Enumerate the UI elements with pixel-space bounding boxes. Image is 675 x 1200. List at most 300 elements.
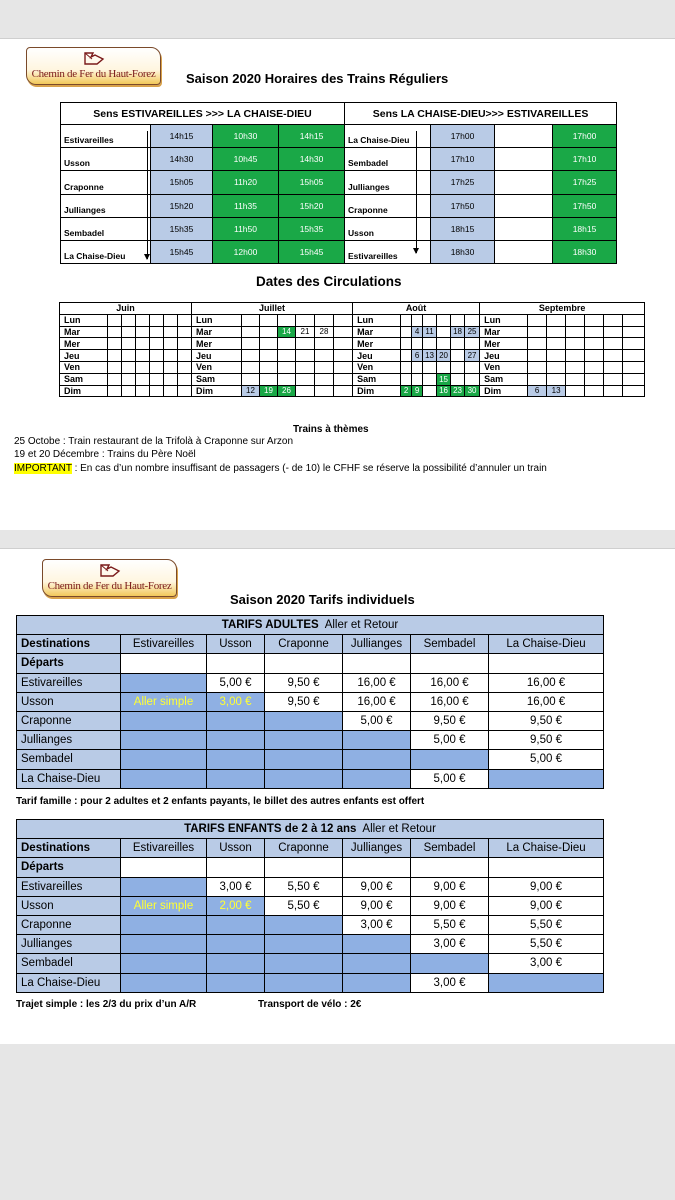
empty-cell bbox=[566, 373, 585, 385]
fare-value: 9,50 € bbox=[489, 731, 604, 750]
empty-cell bbox=[242, 361, 260, 373]
day-label: Mer bbox=[353, 338, 401, 350]
fare-value: 9,00 € bbox=[343, 877, 411, 896]
tariff-row bbox=[17, 750, 604, 769]
schedule-row bbox=[61, 240, 617, 263]
empty-cell bbox=[547, 326, 566, 338]
station-name: Jullianges bbox=[61, 194, 151, 217]
departure-time: 17h10 bbox=[553, 148, 617, 171]
empty-cell bbox=[411, 750, 489, 769]
tariff-caption-sub: Aller et Retour bbox=[362, 823, 436, 836]
empty-cell bbox=[465, 361, 480, 373]
empty-cell bbox=[604, 385, 623, 397]
empty-cell bbox=[178, 373, 192, 385]
departure-time: 17h50 bbox=[431, 194, 495, 217]
day-label: Mer bbox=[60, 338, 108, 350]
empty-cell bbox=[585, 373, 604, 385]
empty-cell bbox=[451, 350, 465, 362]
tariff-caption-sub: Aller et Retour bbox=[324, 619, 399, 632]
date-cell: 13 bbox=[423, 350, 437, 362]
calendar-row bbox=[60, 373, 645, 385]
empty-cell bbox=[334, 326, 353, 338]
empty-cell bbox=[423, 338, 437, 350]
origin-station: Estivareilles bbox=[17, 877, 121, 896]
empty-cell bbox=[623, 361, 645, 373]
tariff-caption-title: TARIFS ADULTES bbox=[221, 619, 319, 632]
calendar-table bbox=[59, 302, 645, 397]
empty-cell bbox=[343, 935, 411, 954]
departs-label: Départs bbox=[17, 654, 121, 673]
empty-cell bbox=[121, 973, 207, 992]
empty-cell bbox=[585, 314, 604, 326]
tariff-row bbox=[17, 896, 604, 915]
empty-cell bbox=[604, 361, 623, 373]
empty-cell bbox=[260, 338, 278, 350]
tariff-caption bbox=[17, 616, 604, 635]
empty-cell bbox=[423, 373, 437, 385]
logo-text: Chemin de Fer du Haut-Forez bbox=[47, 580, 172, 592]
origin-station: Jullianges bbox=[17, 935, 121, 954]
departure-time: 11h50 bbox=[213, 217, 279, 240]
date-cell: 2 bbox=[401, 385, 412, 397]
empty-cell bbox=[265, 954, 343, 973]
origin-station: Usson bbox=[17, 896, 121, 915]
empty-cell bbox=[547, 314, 566, 326]
empty-cell bbox=[121, 858, 207, 877]
empty-cell bbox=[121, 673, 207, 692]
empty-cell bbox=[623, 314, 645, 326]
column-header: Estivareilles bbox=[121, 635, 207, 654]
empty-cell bbox=[242, 314, 260, 326]
station-name: Craponne bbox=[61, 171, 151, 194]
empty-cell bbox=[343, 954, 411, 973]
schedule-table bbox=[60, 102, 617, 264]
empty-cell bbox=[401, 350, 412, 362]
tariff-row bbox=[17, 769, 604, 788]
fare-value: 9,00 € bbox=[411, 896, 489, 915]
column-header: Jullianges bbox=[343, 635, 411, 654]
day-label: Lun bbox=[192, 314, 242, 326]
empty-cell bbox=[343, 654, 411, 673]
child-tariff-table bbox=[16, 819, 604, 993]
empty-cell bbox=[623, 326, 645, 338]
date-cell: 23 bbox=[451, 385, 465, 397]
departure-time: 10h45 bbox=[213, 148, 279, 171]
day-label: Sam bbox=[353, 373, 401, 385]
single-trip-price: 2,00 € bbox=[207, 896, 265, 915]
empty-cell bbox=[121, 731, 207, 750]
station-name: Estivareilles bbox=[61, 125, 151, 148]
empty-cell bbox=[278, 314, 296, 326]
empty-cell bbox=[401, 326, 412, 338]
day-label: Dim bbox=[353, 385, 401, 397]
day-label: Mar bbox=[480, 326, 528, 338]
departure-time: 15h05 bbox=[279, 171, 345, 194]
empty-cell bbox=[547, 361, 566, 373]
column-header: Destinations bbox=[17, 839, 121, 858]
empty-cell bbox=[528, 373, 547, 385]
tariff-row bbox=[17, 711, 604, 730]
tariff-caption bbox=[17, 820, 604, 839]
column-header: Jullianges bbox=[343, 839, 411, 858]
calendar-header bbox=[60, 303, 645, 315]
empty-cell bbox=[451, 314, 465, 326]
empty-cell bbox=[315, 314, 334, 326]
departure-time: 15h35 bbox=[151, 217, 213, 240]
empty-cell bbox=[547, 338, 566, 350]
day-label: Ven bbox=[192, 361, 242, 373]
empty-cell bbox=[122, 385, 136, 397]
date-cell: 26 bbox=[278, 385, 296, 397]
fare-value: 3,00 € bbox=[489, 954, 604, 973]
empty-cell bbox=[489, 858, 604, 877]
departure-time: 15h45 bbox=[151, 240, 213, 263]
departure-time: 18h30 bbox=[431, 240, 495, 263]
empty-cell bbox=[108, 338, 122, 350]
tariff-departs-row bbox=[17, 858, 604, 877]
empty-cell bbox=[334, 361, 353, 373]
empty-cell bbox=[178, 314, 192, 326]
empty-cell bbox=[623, 338, 645, 350]
empty-cell bbox=[260, 361, 278, 373]
station-name: Jullianges bbox=[345, 171, 431, 194]
empty-cell bbox=[401, 338, 412, 350]
origin-station: La Chaise-Dieu bbox=[17, 769, 121, 788]
fare-value: 5,00 € bbox=[411, 731, 489, 750]
month-name: Juillet bbox=[192, 303, 353, 315]
day-label: Ven bbox=[353, 361, 401, 373]
station-name: Usson bbox=[61, 148, 151, 171]
tariff-header-row bbox=[17, 635, 604, 654]
empty-cell bbox=[465, 314, 480, 326]
empty-cell bbox=[265, 654, 343, 673]
departure-time: 11h35 bbox=[213, 194, 279, 217]
tariff-caption-title: TARIFS ENFANTS de 2 à 12 ans bbox=[184, 823, 357, 836]
empty-cell bbox=[489, 654, 604, 673]
empty-cell bbox=[334, 314, 353, 326]
empty-cell bbox=[465, 338, 480, 350]
themed-trains-heading: Trains à thèmes bbox=[293, 424, 369, 435]
departure-time bbox=[495, 125, 553, 148]
empty-cell bbox=[465, 373, 480, 385]
calendar-row bbox=[60, 338, 645, 350]
empty-cell bbox=[265, 769, 343, 788]
fare-value: 16,00 € bbox=[411, 673, 489, 692]
departure-time bbox=[495, 148, 553, 171]
empty-cell bbox=[566, 385, 585, 397]
empty-cell bbox=[315, 373, 334, 385]
tariff-caption-row bbox=[17, 820, 604, 839]
fare-value: 16,00 € bbox=[489, 673, 604, 692]
day-label: Mer bbox=[480, 338, 528, 350]
empty-cell bbox=[265, 711, 343, 730]
empty-cell bbox=[547, 373, 566, 385]
company-logo bbox=[42, 559, 177, 597]
empty-cell bbox=[315, 350, 334, 362]
day-label: Lun bbox=[480, 314, 528, 326]
empty-cell bbox=[108, 326, 122, 338]
empty-cell bbox=[164, 338, 178, 350]
departure-time: 18h15 bbox=[431, 217, 495, 240]
empty-cell bbox=[122, 373, 136, 385]
empty-cell bbox=[164, 350, 178, 362]
date-cell: 30 bbox=[465, 385, 480, 397]
fare-value: 9,00 € bbox=[343, 896, 411, 915]
direction-2-arrow bbox=[416, 131, 417, 253]
empty-cell bbox=[265, 973, 343, 992]
empty-cell bbox=[566, 361, 585, 373]
departure-time: 15h20 bbox=[279, 194, 345, 217]
fare-value: 16,00 € bbox=[343, 692, 411, 711]
empty-cell bbox=[604, 350, 623, 362]
tariff-row bbox=[17, 973, 604, 992]
empty-cell bbox=[343, 731, 411, 750]
empty-cell bbox=[108, 385, 122, 397]
empty-cell bbox=[150, 338, 164, 350]
important-text: : En cas d’un nombre insuffisant de passagers (- de 10) le CFHF se réserve la possibilité d’annuler un train bbox=[71, 463, 547, 474]
empty-cell bbox=[296, 373, 315, 385]
empty-cell bbox=[585, 338, 604, 350]
empty-cell bbox=[278, 350, 296, 362]
empty-cell bbox=[207, 915, 265, 934]
date-cell: 14 bbox=[278, 326, 296, 338]
day-label: Ven bbox=[480, 361, 528, 373]
fare-value: 3,00 € bbox=[411, 935, 489, 954]
origin-station: Estivareilles bbox=[17, 673, 121, 692]
empty-cell bbox=[528, 314, 547, 326]
departure-time: 17h25 bbox=[553, 171, 617, 194]
empty-cell bbox=[528, 361, 547, 373]
schedule-row bbox=[61, 125, 617, 148]
tariff-departs-row bbox=[17, 654, 604, 673]
empty-cell bbox=[334, 350, 353, 362]
departure-time: 12h00 bbox=[213, 240, 279, 263]
empty-cell bbox=[164, 373, 178, 385]
date-cell: 16 bbox=[437, 385, 451, 397]
column-header: Estivareilles bbox=[121, 839, 207, 858]
empty-cell bbox=[122, 338, 136, 350]
date-cell: 27 bbox=[465, 350, 480, 362]
departure-time: 17h10 bbox=[431, 148, 495, 171]
empty-cell bbox=[343, 769, 411, 788]
empty-cell bbox=[136, 385, 150, 397]
empty-cell bbox=[585, 350, 604, 362]
empty-cell bbox=[528, 338, 547, 350]
fare-value: 9,50 € bbox=[411, 711, 489, 730]
empty-cell bbox=[207, 858, 265, 877]
flag-icon bbox=[83, 50, 105, 65]
departure-time: 14h15 bbox=[279, 125, 345, 148]
empty-cell bbox=[260, 326, 278, 338]
date-cell: 12 bbox=[242, 385, 260, 397]
empty-cell bbox=[164, 314, 178, 326]
empty-cell bbox=[136, 373, 150, 385]
date-cell: 19 bbox=[260, 385, 278, 397]
date-cell: 25 bbox=[465, 326, 480, 338]
note-restaurant-train: 25 Octobe : Train restaurant de la Trifolà à Craponne sur Arzon bbox=[14, 436, 294, 447]
station-name: Estivareilles bbox=[345, 240, 431, 263]
empty-cell bbox=[164, 326, 178, 338]
day-label: Mar bbox=[192, 326, 242, 338]
empty-cell bbox=[207, 711, 265, 730]
empty-cell bbox=[265, 731, 343, 750]
empty-cell bbox=[121, 877, 207, 896]
empty-cell bbox=[604, 314, 623, 326]
empty-cell bbox=[437, 361, 451, 373]
empty-cell bbox=[207, 750, 265, 769]
empty-cell bbox=[566, 350, 585, 362]
empty-cell bbox=[623, 350, 645, 362]
empty-cell bbox=[547, 350, 566, 362]
schedule-row bbox=[61, 171, 617, 194]
empty-cell bbox=[150, 350, 164, 362]
empty-cell bbox=[623, 373, 645, 385]
empty-cell bbox=[164, 385, 178, 397]
empty-cell bbox=[451, 338, 465, 350]
empty-cell bbox=[278, 361, 296, 373]
empty-cell bbox=[136, 326, 150, 338]
day-label: Lun bbox=[353, 314, 401, 326]
month-name: Septembre bbox=[480, 303, 645, 315]
fare-value: 9,50 € bbox=[265, 692, 343, 711]
station-name: Sembadel bbox=[345, 148, 431, 171]
empty-cell bbox=[334, 338, 353, 350]
origin-station: Usson bbox=[17, 692, 121, 711]
tariff-header-row bbox=[17, 839, 604, 858]
empty-cell bbox=[122, 350, 136, 362]
empty-cell bbox=[604, 326, 623, 338]
empty-cell bbox=[122, 361, 136, 373]
tariff-row bbox=[17, 877, 604, 896]
departure-time: 15h45 bbox=[279, 240, 345, 263]
fare-value: 5,50 € bbox=[265, 877, 343, 896]
empty-cell bbox=[265, 935, 343, 954]
single-trip-note: Trajet simple : les 2/3 du prix d’un A/R bbox=[16, 999, 197, 1010]
date-cell: 20 bbox=[437, 350, 451, 362]
empty-cell bbox=[296, 385, 315, 397]
empty-cell bbox=[423, 361, 437, 373]
empty-cell bbox=[585, 385, 604, 397]
bike-transport-note: Transport de vélo : 2€ bbox=[258, 999, 362, 1010]
empty-cell bbox=[412, 373, 423, 385]
day-label: Jeu bbox=[480, 350, 528, 362]
empty-cell bbox=[437, 338, 451, 350]
column-header: La Chaise-Dieu bbox=[489, 635, 604, 654]
direction-1-header: Sens ESTIVAREILLES >>> LA CHAISE-DIEU bbox=[61, 103, 345, 125]
empty-cell bbox=[150, 373, 164, 385]
empty-cell bbox=[242, 326, 260, 338]
departs-label: Départs bbox=[17, 858, 121, 877]
empty-cell bbox=[315, 338, 334, 350]
empty-cell bbox=[423, 385, 437, 397]
fare-value: 5,00 € bbox=[489, 750, 604, 769]
empty-cell bbox=[296, 361, 315, 373]
station-name: Usson bbox=[345, 217, 431, 240]
empty-cell bbox=[296, 314, 315, 326]
day-label: Jeu bbox=[192, 350, 242, 362]
fare-value: 5,00 € bbox=[207, 673, 265, 692]
empty-cell bbox=[451, 361, 465, 373]
fare-value: 9,00 € bbox=[411, 877, 489, 896]
calendar-row bbox=[60, 326, 645, 338]
departure-time bbox=[495, 240, 553, 263]
empty-cell bbox=[265, 915, 343, 934]
departure-time: 17h25 bbox=[431, 171, 495, 194]
empty-cell bbox=[412, 314, 423, 326]
tariff-row bbox=[17, 915, 604, 934]
empty-cell bbox=[334, 385, 353, 397]
day-label: Dim bbox=[60, 385, 108, 397]
empty-cell bbox=[585, 326, 604, 338]
fare-value: 5,00 € bbox=[411, 769, 489, 788]
fare-value: 5,50 € bbox=[265, 896, 343, 915]
origin-station: La Chaise-Dieu bbox=[17, 973, 121, 992]
empty-cell bbox=[260, 314, 278, 326]
day-label: Mar bbox=[60, 326, 108, 338]
calendar-row bbox=[60, 385, 645, 397]
origin-station: Craponne bbox=[17, 915, 121, 934]
dates-title: Dates des Circulations bbox=[256, 274, 402, 289]
empty-cell bbox=[623, 385, 645, 397]
tariff-caption-row bbox=[17, 616, 604, 635]
empty-cell bbox=[121, 915, 207, 934]
empty-cell bbox=[343, 858, 411, 877]
empty-cell bbox=[411, 954, 489, 973]
empty-cell bbox=[242, 338, 260, 350]
day-label: Sam bbox=[192, 373, 242, 385]
empty-cell bbox=[121, 769, 207, 788]
fare-value: 16,00 € bbox=[343, 673, 411, 692]
empty-cell bbox=[401, 314, 412, 326]
day-label: Dim bbox=[480, 385, 528, 397]
departure-time: 17h00 bbox=[431, 125, 495, 148]
empty-cell bbox=[451, 373, 465, 385]
empty-cell bbox=[528, 350, 547, 362]
fare-value: 9,50 € bbox=[489, 711, 604, 730]
empty-cell bbox=[108, 361, 122, 373]
empty-cell bbox=[178, 385, 192, 397]
empty-cell bbox=[296, 350, 315, 362]
empty-cell bbox=[585, 361, 604, 373]
empty-cell bbox=[178, 338, 192, 350]
departure-time bbox=[495, 194, 553, 217]
station-name: Sembadel bbox=[61, 217, 151, 240]
empty-cell bbox=[343, 750, 411, 769]
empty-cell bbox=[401, 373, 412, 385]
empty-cell bbox=[122, 314, 136, 326]
empty-cell bbox=[242, 350, 260, 362]
empty-cell bbox=[122, 326, 136, 338]
day-label: Mer bbox=[192, 338, 242, 350]
empty-cell bbox=[566, 326, 585, 338]
empty-cell bbox=[604, 373, 623, 385]
schedule-page bbox=[0, 38, 675, 530]
empty-cell bbox=[207, 654, 265, 673]
empty-cell bbox=[108, 314, 122, 326]
empty-cell bbox=[566, 314, 585, 326]
empty-cell bbox=[136, 314, 150, 326]
date-cell: 6 bbox=[412, 350, 423, 362]
empty-cell bbox=[121, 954, 207, 973]
fare-value: 9,00 € bbox=[489, 896, 604, 915]
origin-station: Jullianges bbox=[17, 731, 121, 750]
day-label: Dim bbox=[192, 385, 242, 397]
empty-cell bbox=[423, 314, 437, 326]
empty-cell bbox=[315, 361, 334, 373]
empty-cell bbox=[411, 858, 489, 877]
tariff-row bbox=[17, 935, 604, 954]
day-label: Jeu bbox=[60, 350, 108, 362]
